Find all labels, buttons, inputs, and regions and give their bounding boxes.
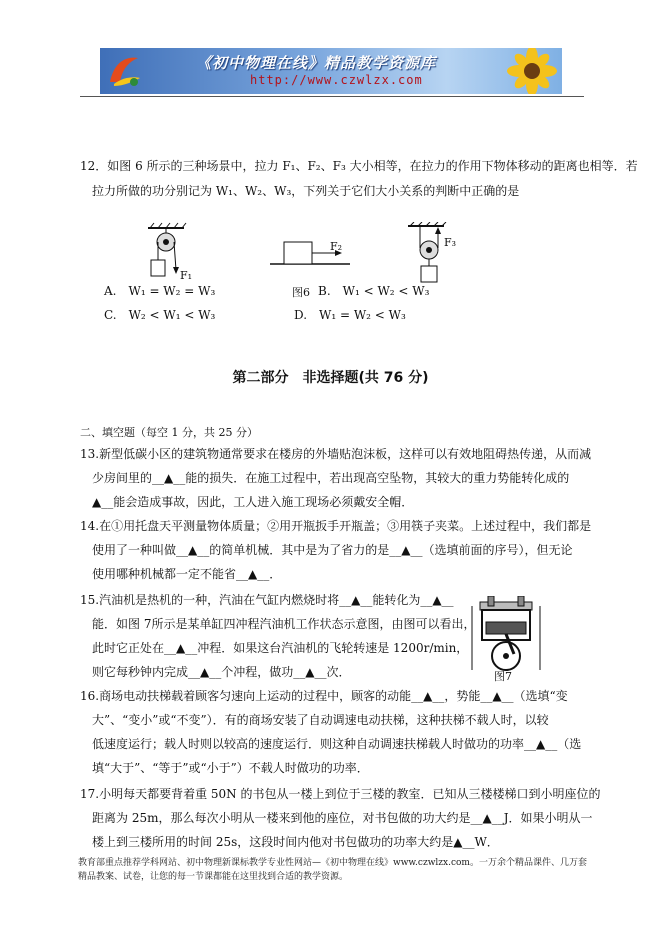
q14-line: 使用哪种机械都一定不能省__▲__．	[92, 567, 282, 581]
q13-line: 少房间里的__▲__能的损失．在施工过程中，若出现高空坠物，其较大的重力势能转化成的	[92, 471, 570, 485]
q17-line: 楼上到三楼所用的时间 25s，这段时间内他对书包做功的功率大约是▲__W．	[92, 835, 499, 849]
q16-line: 低速度运行；载人时则以较高的速度运行．则这种自动调速扶梯载人时做功的功率__▲__（选	[92, 737, 582, 751]
header-banner	[100, 48, 562, 94]
option-a[interactable]: A. W₁ = W₂ = W₃	[104, 284, 216, 298]
q16-line: 大”、“变小”或“不变”）．有的商场安装了自动调速电动扶梯，这种扶梯不载人时，以较	[92, 713, 549, 727]
option-d[interactable]: D. W₁ = W₂ < W₃	[294, 308, 406, 322]
figure6-label: 图6	[292, 286, 310, 299]
option-c[interactable]: C. W₂ < W₁ < W₃	[104, 308, 216, 322]
q13-line: ▲__能会造成事故，因此，工人进入施工现场必须戴安全帽．	[92, 495, 414, 509]
option-b[interactable]: B. W₁ < W₂ < W₃	[318, 284, 430, 298]
banner-url[interactable]: http://www.czwlzx.com	[250, 73, 423, 87]
f2-label: F₂	[330, 240, 343, 253]
section-title: 二、填空题（每空 1 分，共 25 分）	[80, 426, 258, 439]
sunflower-icon	[482, 48, 562, 94]
q17-line: 距离为 25m，那么每次小明从一楼来到他的座位，对书包做的功大约是__▲__J．如果小明从一	[92, 811, 593, 825]
f3-label: F₃	[444, 236, 457, 249]
q17-line: 17.小明每天都要背着重 50N 的书包从一楼上到位于三楼的教室．已知从三楼楼梯口到小明座位的	[80, 787, 601, 801]
q15-line: 此时它正处在__▲__冲程．如果这台汽油机的飞轮转速是 1200r/min，	[92, 641, 469, 655]
banner-title: 《初中物理在线》精品教学资源库	[196, 54, 437, 72]
header-rule	[80, 96, 584, 97]
f1-label: F₁	[180, 269, 193, 282]
question-16	[80, 684, 590, 780]
movable-pulley-figure	[404, 222, 457, 286]
footer-text: 教育部重点推荐学科网站、初中物理新课标教学专业性网站—《初中物理在线》www.czwlzx.com。一万余个精品课件、几万套精品教案、试卷，让您的每一节课都能在这里找到合适的教学资源。	[78, 858, 587, 882]
question-17	[80, 782, 601, 854]
question-13	[80, 442, 590, 514]
q14-line: 使用了一种叫做__▲__的简单机械．其中是为了省力的是__▲__（选填前面的序号），但无论	[92, 543, 573, 557]
q13-line: 13.新型低碳小区的建筑物通常要求在楼房的外墙贴泡沫板，这样可以有效地阻碍热传递，从而减	[80, 447, 592, 461]
q15-line: 则它每秒钟内完成__▲__个冲程，做功__▲__次．	[92, 665, 351, 679]
logo-icon	[104, 52, 144, 90]
part2-heading: 第二部分 非选择题(共 76 分)	[232, 370, 429, 386]
figure7-label: 图7	[494, 670, 512, 683]
q16-line: 填“大于”、“等于”或“小于”）不载人时做功的功率．	[92, 761, 369, 775]
engine-figure	[466, 596, 546, 674]
question-14	[80, 514, 590, 586]
q15-line: 能．如图 7所示是某单缸四冲程汽油机工作状态示意图，由图可以看出，	[92, 617, 476, 631]
q12-stem-line2: 拉力所做的功分别记为 W₁、W₂、W₃，下列关于它们大小关系的判断中正确的是	[92, 184, 520, 198]
q16-line: 16.商场电动扶梯载着顾客匀速向上运动的过程中，顾客的动能__▲__，势能__▲__（选填“变	[80, 689, 568, 703]
q15-line: 15.汽油机是热机的一种，汽油在气缸内燃烧时将__▲__能转化为__▲__	[80, 593, 454, 607]
q14-line: 14.在①用托盘天平测量物体质量；②用开瓶扳手开瓶盖；③用筷子夹菜。上述过程中，我们都是	[80, 519, 592, 533]
q12-stem-line1: 12．如图 6 所示的三种场景中，拉力 F₁、F₂、F₃ 大小相等，在拉力的作用下物体移动的距离也相等．若	[80, 159, 638, 173]
